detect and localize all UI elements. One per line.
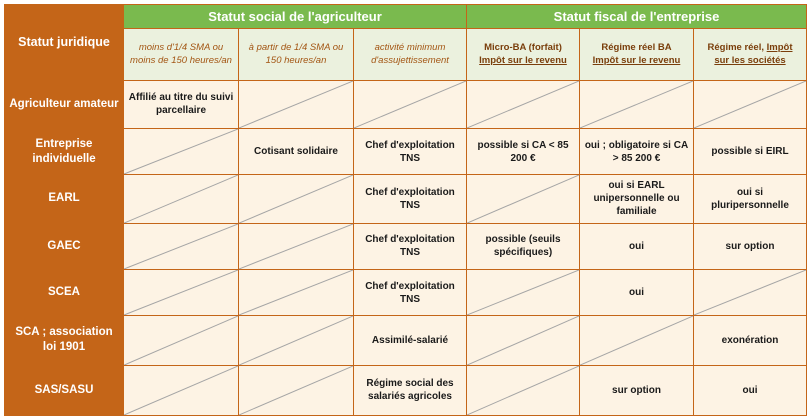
fiscal-status-cell: oui xyxy=(580,269,694,315)
not-applicable-cell xyxy=(124,223,239,269)
not-applicable-cell xyxy=(694,80,807,128)
social-status-cell: Chef d'exploitation TNS xyxy=(354,269,467,315)
fiscal-status-cell: sur option xyxy=(694,223,807,269)
not-applicable-cell xyxy=(354,80,467,128)
fiscal-col-header xyxy=(694,29,807,80)
social-group-header: Statut social de l'agriculteur xyxy=(124,5,467,29)
not-applicable-cell xyxy=(124,128,239,174)
not-applicable-cell xyxy=(124,316,239,365)
fiscal-group-header: Statut fiscal de l'entreprise xyxy=(467,5,807,29)
social-status-cell: Assimilé-salarié xyxy=(354,316,467,365)
header-group-row xyxy=(5,5,807,29)
fiscal-status-cell: possible si CA < 85 200 € xyxy=(467,128,580,174)
fiscal-col-sub-prefix: Impôt xyxy=(766,42,793,54)
social-col-header: activité minimum d'assujettissement xyxy=(354,29,467,80)
fiscal-col-sub: sur les sociétés xyxy=(714,55,786,67)
row-header: SCA ; association loi 1901 xyxy=(5,316,124,365)
table-row xyxy=(5,175,807,223)
fiscal-col-header xyxy=(467,29,580,80)
fiscal-status-cell: oui si EARL unipersonnelle ou familiale xyxy=(580,175,694,223)
not-applicable-cell xyxy=(580,80,694,128)
row-header: SAS/SASU xyxy=(5,365,124,415)
fiscal-status-cell: oui ; obligatoire si CA > 85 200 € xyxy=(580,128,694,174)
social-col-header: moins d'1/4 SMA ou moins de 150 heures/an xyxy=(124,29,239,80)
corner-header: Statut juridique xyxy=(5,5,124,81)
fiscal-status-cell: oui xyxy=(694,365,807,415)
fiscal-col-title: Régime réel, xyxy=(707,42,764,54)
fiscal-status-cell: sur option xyxy=(580,365,694,415)
table-row xyxy=(5,80,807,128)
not-applicable-cell xyxy=(239,175,354,223)
fiscal-col-header xyxy=(580,29,694,80)
table-body xyxy=(5,80,807,415)
social-status-cell: Chef d'exploitation TNS xyxy=(354,128,467,174)
not-applicable-cell xyxy=(694,269,807,315)
table-row xyxy=(5,316,807,365)
fiscal-col-sub: Impôt sur le revenu xyxy=(592,55,681,67)
header-column-row xyxy=(5,29,807,80)
fiscal-status-cell: oui si pluripersonnelle xyxy=(694,175,807,223)
table-row xyxy=(5,128,807,174)
fiscal-col-sub: Impôt sur le revenu xyxy=(479,55,567,67)
fiscal-status-cell: possible (seuils spécifiques) xyxy=(467,223,580,269)
legal-status-table xyxy=(4,4,807,416)
not-applicable-cell xyxy=(467,316,580,365)
fiscal-status-cell: exonération xyxy=(694,316,807,365)
not-applicable-cell xyxy=(239,316,354,365)
row-header: SCEA xyxy=(5,269,124,315)
social-status-cell: Chef d'exploitation TNS xyxy=(354,175,467,223)
row-header: Agriculteur amateur xyxy=(5,80,124,128)
table-row xyxy=(5,223,807,269)
social-status-cell: Cotisant solidaire xyxy=(239,128,354,174)
not-applicable-cell xyxy=(124,175,239,223)
not-applicable-cell xyxy=(239,223,354,269)
not-applicable-cell xyxy=(580,316,694,365)
social-col-header: à partir de 1/4 SMA ou 150 heures/an xyxy=(239,29,354,80)
not-applicable-cell xyxy=(124,269,239,315)
not-applicable-cell xyxy=(239,365,354,415)
not-applicable-cell xyxy=(239,80,354,128)
not-applicable-cell xyxy=(239,269,354,315)
row-header: GAEC xyxy=(5,223,124,269)
not-applicable-cell xyxy=(467,269,580,315)
row-header: EARL xyxy=(5,175,124,223)
not-applicable-cell xyxy=(467,365,580,415)
table-row xyxy=(5,365,807,415)
not-applicable-cell xyxy=(124,365,239,415)
table-row xyxy=(5,269,807,315)
not-applicable-cell xyxy=(467,80,580,128)
not-applicable-cell xyxy=(467,175,580,223)
fiscal-status-cell: oui xyxy=(580,223,694,269)
social-status-cell: Chef d'exploitation TNS xyxy=(354,223,467,269)
social-status-cell: Régime social des salariés agricoles xyxy=(354,365,467,415)
fiscal-col-title: Régime réel BA xyxy=(601,42,672,54)
row-header: Entreprise individuelle xyxy=(5,128,124,174)
fiscal-status-cell: possible si EIRL xyxy=(694,128,807,174)
fiscal-col-title: Micro-BA (forfait) xyxy=(484,42,562,54)
social-status-cell: Affilié au titre du suivi parcellaire xyxy=(124,80,239,128)
